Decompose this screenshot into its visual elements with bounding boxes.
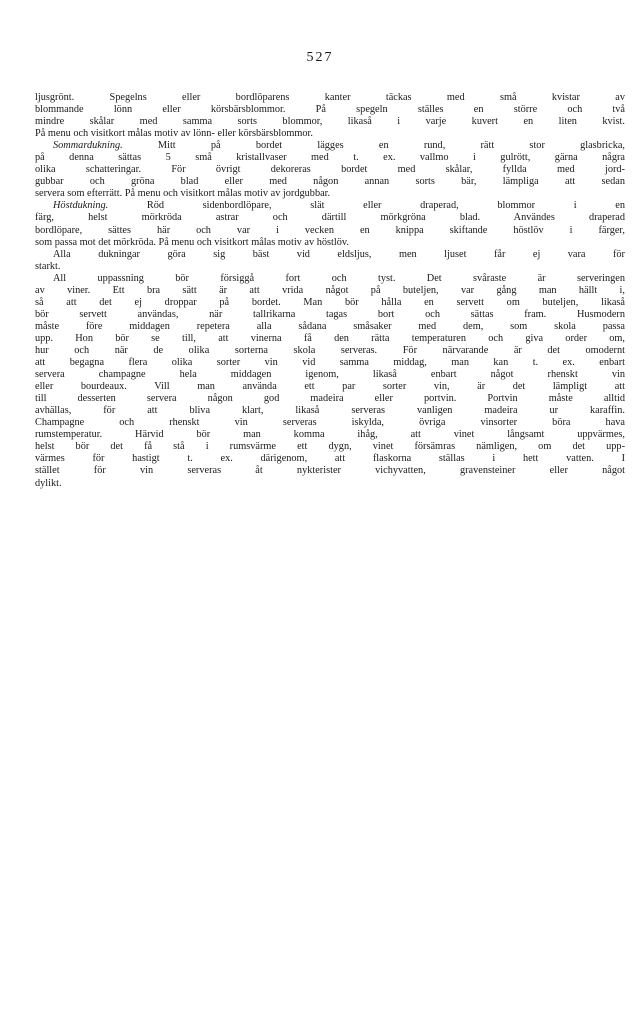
text-line [35,393,625,405]
text-line [35,200,625,212]
text-line [35,321,625,333]
text-line [35,225,625,237]
text-line [35,273,625,285]
text-line [35,212,625,224]
text-line [35,104,625,116]
text-line [35,285,625,297]
page-number: 527 [306,50,334,65]
line-text: så att det ej droppar på bordet. Man bör hålla en servett om buteljen, likaså [35,296,625,308]
text-line [35,164,625,176]
line-text: upp. Hon bör se till, att vinerna få den rätta temperaturen och giva order om, [35,332,625,344]
line-text: stället för vin serveras åt nykterister vichyvatten, gravensteiner eller något [35,465,625,477]
line-text: ljusgrönt. Spegelns eller bordlöparens kanter täckas med små kvistar av [35,92,625,103]
line-text: färg, helst mörkröda astrar och därtill mörkgröna blad. Användes draperad [35,212,625,224]
text-line [35,140,625,152]
text-line [35,429,625,441]
line-text: rumstemperatur. Härvid bör man komma ihåg, att vinet långsamt uppvärmes, [35,429,625,441]
text-line [35,116,625,128]
text-line [35,297,625,309]
line-text: värmes för hastigt t. ex. därigenom, att flaskorna ställas i hett vatten. I [35,453,625,465]
text-line [35,357,625,369]
text-line [35,441,625,453]
line-text: starkt. [35,260,61,272]
text-line [35,176,625,188]
line-text: till desserten servera någon god madeira eller portvin. Portvin måste alltid [35,393,625,405]
line-text: dylikt. [35,477,62,489]
text-line [35,128,625,140]
line-text: avhällas, för att bliva klart, likaså serveras vanligen madeira ur karaffin. [35,405,625,417]
line-text: All uppassning bör försiggå fort och tyst. Det svåraste är serveringen [53,272,625,284]
line-text: på denna sättas 5 små kristallvaser med t. ex. vallmo i gulrött, gärna några [35,152,625,164]
line-text: hur och när de olika sorterna skola serveras. För närvarande är det omodernt [35,344,625,356]
line-text: måste före middagen repetera alla sådana småsaker med dem, som skola passa [35,320,625,332]
line-text: blommande lönn eller körsbärsblommor. På spegeln ställes en större och två [35,104,625,116]
text-line [35,249,625,261]
line-text: av viner. Ett bra sätt är att vrida något på buteljen, var gång man hällt i, [35,284,625,296]
text-line [35,261,625,273]
line-text: som passa mot det mörkröda. På menu och visitkort målas motiv av höstlöv. [35,236,349,248]
line-text: att begagna flera olika sorter vin vid samma middag, man kan t. ex. enbart [35,357,625,369]
section-heading: Sommardukning. [53,140,123,152]
text-line [35,152,625,164]
text-line [35,478,625,490]
line-text: olika schatteringar. För övrigt dekoreras bordet med skålar, fyllda med jord- [35,164,625,176]
text-line [35,345,625,357]
line-text: Mitt på bordet lägges en rund, rätt stor glasbricka, [122,140,625,152]
line-text: På menu och visitkort målas motiv av lönn- eller körsbärsblommor. [35,128,313,140]
section-heading: Höstdukning. [53,200,109,212]
text-line [35,237,625,249]
text-line [35,92,625,104]
text-line [35,417,625,429]
text-line [35,369,625,381]
line-text: helst bör det få stå i rumsvärme ett dygn, vinet försämras nämligen, om det upp- [35,441,625,453]
text-line [35,465,625,477]
text-line [35,453,625,465]
line-text: Röd sidenbordlöpare, slät eller draperad, blommor i en [108,200,625,212]
line-text: eller bourdeaux. Vill man använda ett par sorter vin, är det lämpligt att [35,381,625,393]
line-text: servera som efterrätt. På menu och visitkort målas motiv av jordgubbar. [35,188,331,200]
text-line [35,309,625,321]
text-line [35,405,625,417]
text-line [35,333,625,345]
line-text: Champagne och rhenskt vin serveras iskylda, övriga vinsorter böra hava [35,417,625,429]
line-text: servera champagne hela middagen igenom, likaså enbart något rhenskt vin [35,369,625,381]
line-text: Alla dukningar göra sig bäst vid eldsljus, men ljuset får ej vara för [53,248,625,260]
line-text: mindre skålar med samma sorts blommor, likaså i varje kuvert en liten kvist. [35,116,625,128]
line-text: bordlöpare, sättes här och var i vecken en knippa skiftande höstlöv i färger, [35,224,625,236]
line-text: bör servett användas, när tallrikarna tagas bort och sättas fram. Husmodern [35,308,625,320]
line-text: gubbar och gröna blad eller med någon annan sorts bär, lämpliga att sedan [35,176,625,188]
text-line [35,188,625,200]
body-text [35,92,625,490]
text-line [35,381,625,393]
